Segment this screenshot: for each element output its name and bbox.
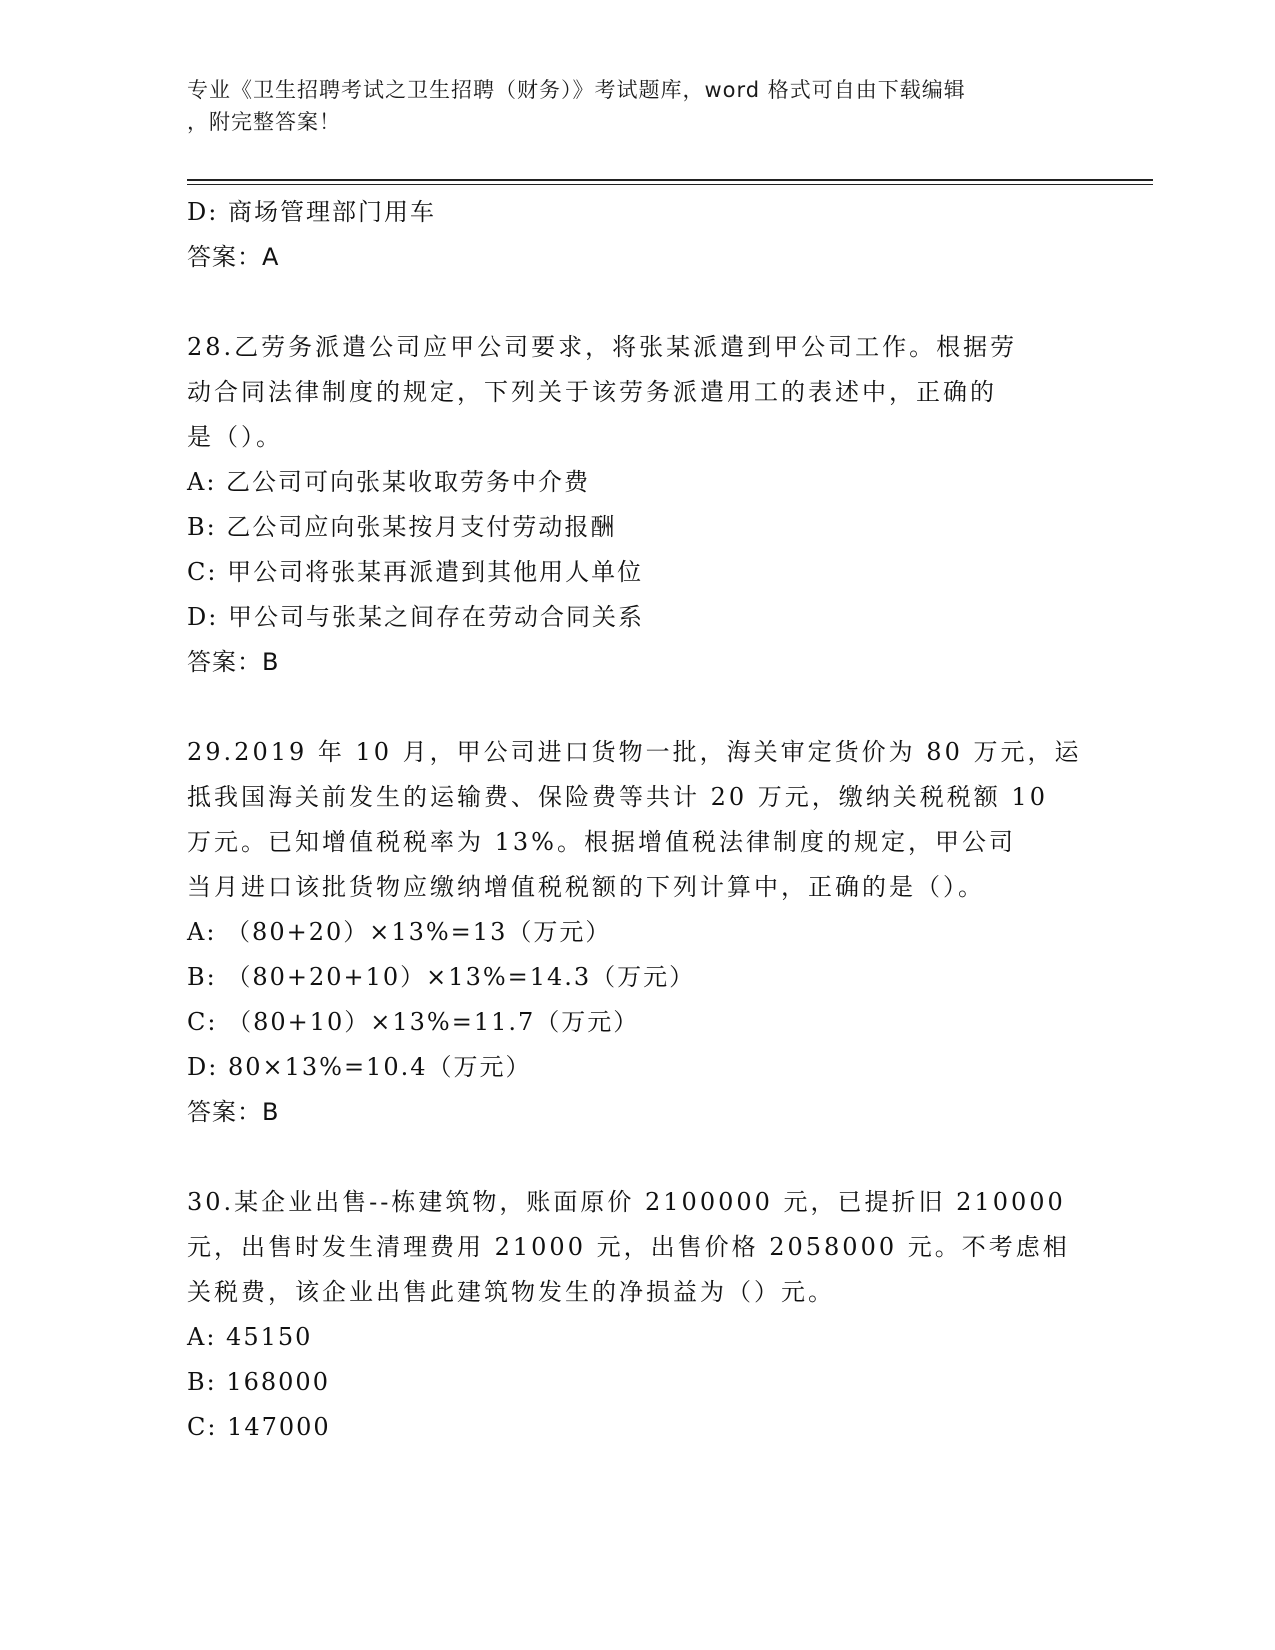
stem-line: 万元。已知增值税税率为 13%。根据增值税法律制度的规定，甲公司 bbox=[187, 828, 1016, 856]
answer-line: 答案：B bbox=[187, 1098, 280, 1126]
option-b: B: 乙公司应向张某按月支付劳动报酬 bbox=[187, 513, 617, 541]
header-divider-thin bbox=[187, 184, 1153, 185]
option-c: C: 甲公司将张某再派遣到其他用人单位 bbox=[187, 558, 644, 586]
question-stem bbox=[187, 325, 1087, 460]
question-29 bbox=[187, 730, 1087, 1135]
previous-question-tail bbox=[187, 190, 1087, 280]
option-a: A: （80+20）×13%=13（万元） bbox=[187, 918, 612, 946]
question-28 bbox=[187, 325, 1087, 685]
stem-line: 关税费，该企业出售此建筑物发生的净损益为（）元。 bbox=[187, 1278, 835, 1306]
stem-line: 元，出售时发生清理费用 21000 元，出售价格 2058000 元。不考虑相 bbox=[187, 1233, 1070, 1261]
stem-line: 当月进口该批货物应缴纳增值税税额的下列计算中，正确的是（）。 bbox=[187, 873, 985, 901]
question-stem bbox=[187, 730, 1087, 910]
header-divider-thick bbox=[187, 179, 1153, 181]
document-header bbox=[187, 74, 1067, 138]
question-list bbox=[187, 190, 1087, 1450]
header-line-1: 专业《卫生招聘考试之卫生招聘（财务）》考试题库，word 格式可自由下载编辑 bbox=[187, 78, 966, 102]
option-c: C: 147000 bbox=[187, 1413, 331, 1441]
spacer bbox=[187, 1135, 1087, 1180]
spacer bbox=[187, 685, 1087, 730]
spacer bbox=[187, 280, 1087, 325]
option-b: B: 168000 bbox=[187, 1368, 330, 1396]
question-30 bbox=[187, 1180, 1087, 1450]
option-d: D: 甲公司与张某之间存在劳动合同关系 bbox=[187, 603, 644, 631]
stem-line: 28.乙劳务派遣公司应甲公司要求，将张某派遣到甲公司工作。根据劳 bbox=[187, 333, 1018, 361]
answer-line: 答案：B bbox=[187, 648, 280, 676]
stem-line: 动合同法律制度的规定，下列关于该劳务派遣用工的表述中，正确的 bbox=[187, 378, 997, 406]
stem-line: 29.2019 年 10 月，甲公司进口货物一批，海关审定货价为 80 万元，运 bbox=[187, 738, 1082, 766]
option-a: A: 乙公司可向张某收取劳务中介费 bbox=[187, 468, 591, 496]
option-d: D: 商场管理部门用车 bbox=[187, 198, 436, 226]
option-d: D: 80×13%=10.4（万元） bbox=[187, 1053, 532, 1081]
header-line-2: ，附完整答案！ bbox=[187, 110, 341, 134]
option-a: A: 45150 bbox=[187, 1323, 313, 1351]
answer-line: 答案：A bbox=[187, 243, 280, 271]
option-c: C: （80+10）×13%=11.7（万元） bbox=[187, 1008, 640, 1036]
option-b: B: （80+20+10）×13%=14.3（万元） bbox=[187, 963, 696, 991]
stem-line: 抵我国海关前发生的运输费、保险费等共计 20 万元，缴纳关税税额 10 bbox=[187, 783, 1048, 811]
stem-line: 是（）。 bbox=[187, 423, 283, 451]
stem-line: 30.某企业出售--栋建筑物，账面原价 2100000 元，已提折旧 210000 bbox=[187, 1188, 1066, 1216]
question-stem bbox=[187, 1180, 1087, 1315]
